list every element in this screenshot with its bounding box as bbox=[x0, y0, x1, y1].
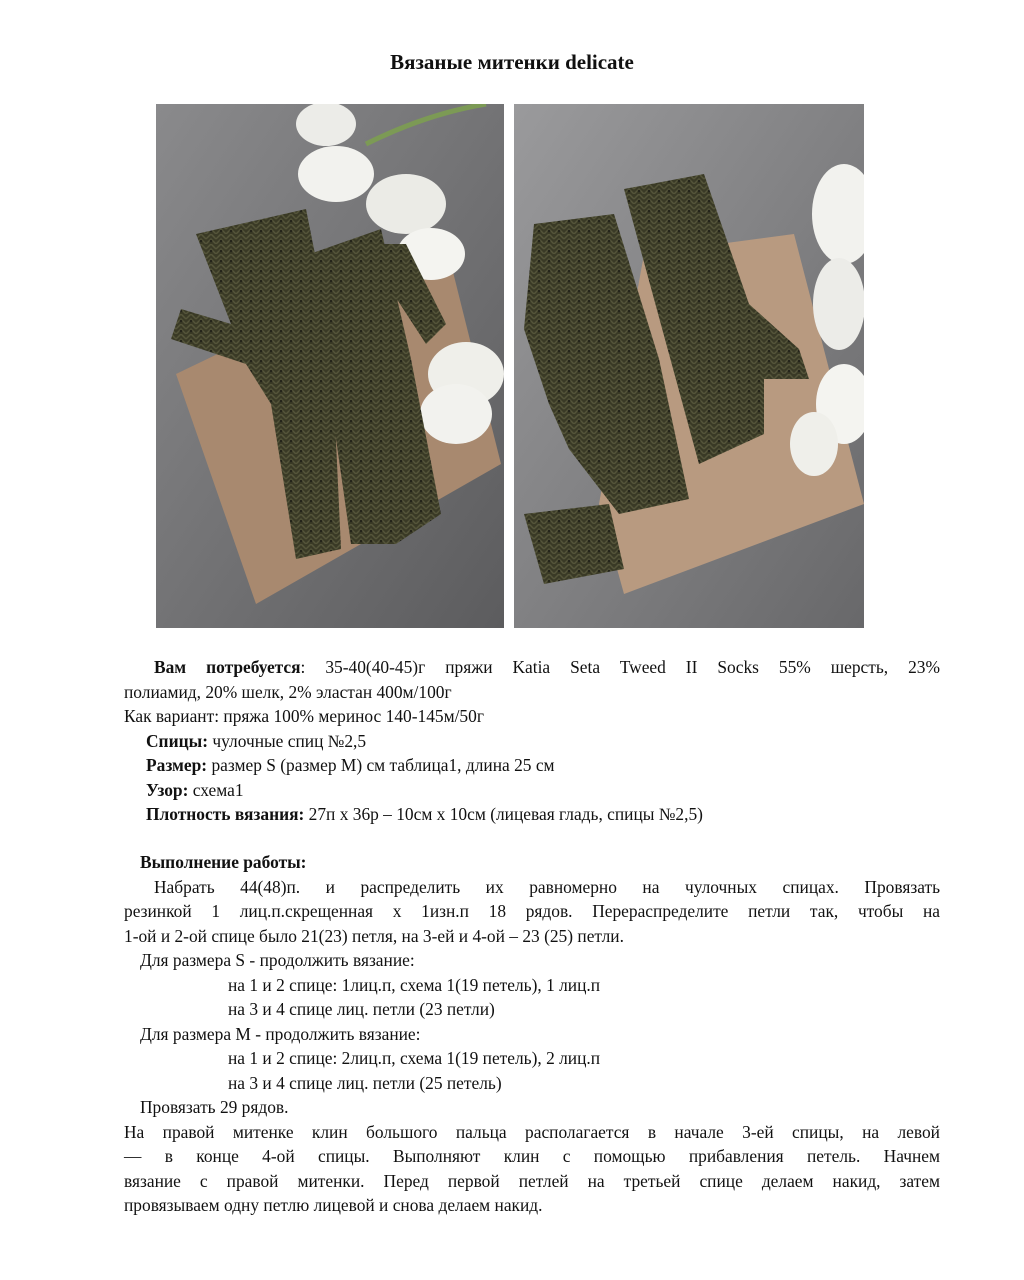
knitted-mittens-photo-left bbox=[156, 104, 504, 628]
document-title: Вязаные митенки delicate bbox=[390, 50, 634, 74]
size-s-line1: на 1 и 2 спице: 1лиц.п, схема 1(19 петель), 1 лиц.п bbox=[228, 974, 601, 995]
size-m-line2: на 3 и 4 спице лиц. петли (25 петель) bbox=[228, 1072, 502, 1093]
instructions-section bbox=[124, 850, 940, 1218]
materials-line-1 bbox=[124, 655, 940, 680]
gauge-label: Плотность вязания: bbox=[146, 804, 305, 824]
instructions-p2-line2: — в конце 4-ой спицы. Выполняют клин с помощью прибавления петель. Начнем bbox=[124, 1146, 940, 1166]
rows-line: Провязать 29 рядов. bbox=[140, 1097, 289, 1117]
size-s-intro: Для размера S - продолжить вязание: bbox=[140, 950, 415, 970]
materials-text: : 35-40(40-45)г пряжи Katia Seta Tweed II Socks 55% шерсть, 23% bbox=[300, 657, 940, 677]
instructions-heading: Выполнение работы: bbox=[140, 852, 307, 872]
size-label: Размер: bbox=[146, 755, 208, 775]
instructions-p2-line4: провязываем одну петлю лицевой и снова делаем накид. bbox=[124, 1195, 543, 1215]
size-line bbox=[124, 753, 940, 778]
needles-label: Спицы: bbox=[146, 730, 208, 751]
pattern-label: Узор: bbox=[146, 779, 189, 800]
size-m-line1: на 1 и 2 спице: 2лиц.п, схема 1(19 петель), 2 лиц.п bbox=[228, 1048, 601, 1068]
materials-section bbox=[124, 655, 940, 827]
instructions-p1-line3: 1-ой и 2-ой спице было 21(23) петля, на 3-ей и 4-ой – 23 (25) петли. bbox=[124, 925, 624, 946]
instructions-p1-line2: резинкой 1 лиц.п.скрещенная х 1изн.п 18 рядов. Перераспределите петли так, чтобы на bbox=[124, 901, 940, 921]
gauge-line bbox=[124, 802, 940, 827]
alternative-yarn: Как вариант: пряжа 100% меринос 140-145м/50г bbox=[124, 706, 484, 726]
size-value: размер S (размер M) см таблица1, длина 25 см bbox=[207, 755, 555, 775]
instructions-p1-line1: Набрать 44(48)п. и распределить их равномерно на чулочных спицах. Провязать bbox=[154, 876, 940, 897]
size-s-line2: на 3 и 4 спице лиц. петли (23 петли) bbox=[228, 999, 495, 1019]
knitted-mittens-photo-right bbox=[514, 104, 864, 628]
materials-line-2: полиамид, 20% шелк, 2% эластан 400м/100г bbox=[124, 681, 452, 702]
instructions-p2-line3: вязание с правой митенки. Перед первой петлей на третьей спице делаем накид, затем bbox=[124, 1170, 940, 1191]
needles-value: чулочные спиц №2,5 bbox=[208, 730, 367, 751]
instructions-p2-line1: На правой митенке клин большого пальца располагается в начале 3-ей спицы, на левой bbox=[124, 1121, 940, 1142]
gauge-value: 27п х 36р – 10см х 10см (лицевая гладь, спицы №2,5) bbox=[304, 804, 703, 824]
needles-line bbox=[124, 729, 940, 754]
materials-label: Вам потребуется bbox=[154, 657, 301, 677]
pattern-line bbox=[124, 778, 940, 803]
pattern-value: схема1 bbox=[188, 779, 244, 800]
size-m-intro: Для размера M - продолжить вязание: bbox=[140, 1023, 421, 1044]
